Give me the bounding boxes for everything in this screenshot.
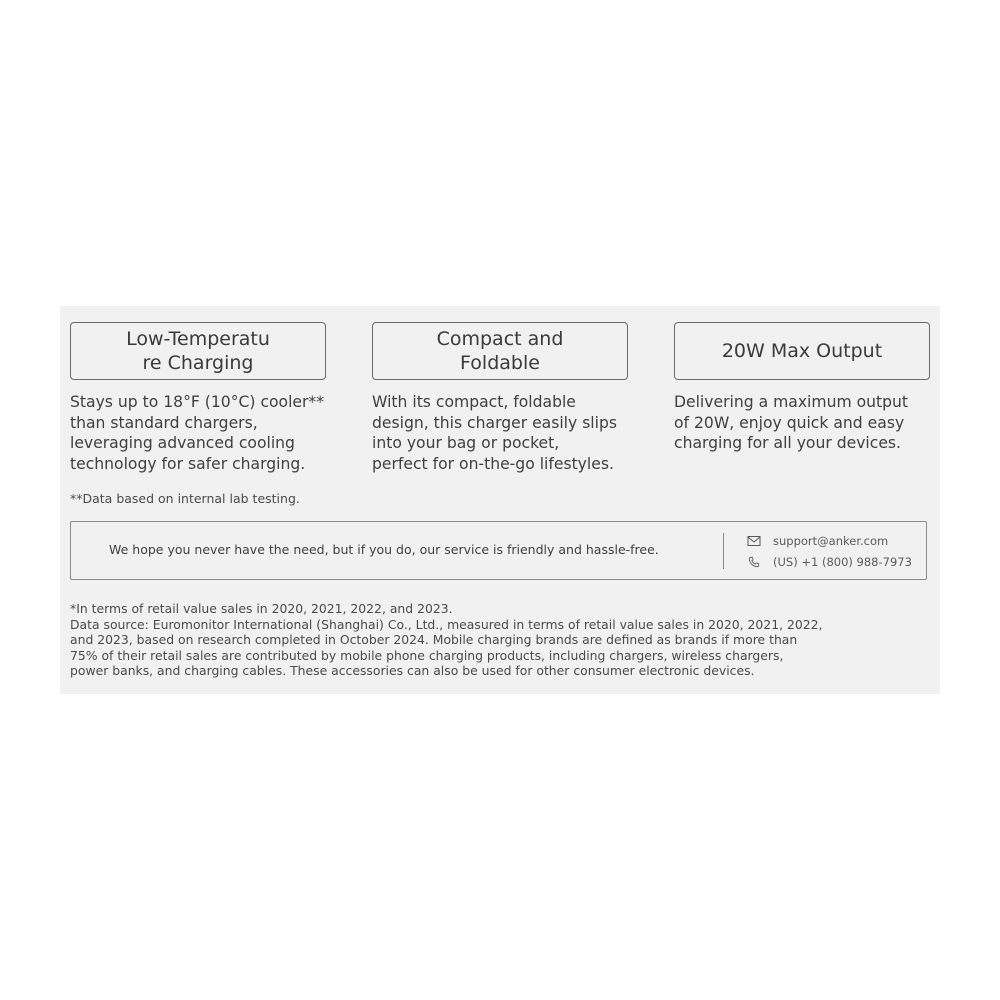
feature-compact-foldable (372, 322, 634, 474)
feature-description-line: Stays up to 18°F (10°C) cooler** (70, 393, 325, 411)
packaging-info-panel (60, 306, 940, 694)
market-data-fine-print (70, 601, 822, 679)
feature-title-line: re Charging (142, 352, 254, 374)
feature-description-line: Delivering a maximum output (674, 393, 909, 411)
feature-title-line: Compact and (436, 328, 564, 350)
feature-title-line: Foldable (460, 352, 540, 374)
feature-title-line: Low-Temperatu (126, 328, 270, 350)
fine-print-line: Data source: Euromonitor International (Shanghai) Co., Ltd., measured in terms of retail value sales in 2020, 2021, 2022, (70, 616, 823, 632)
envelope-icon (747, 535, 761, 547)
feature-low-temperature (70, 322, 332, 474)
vertical-divider (723, 533, 724, 569)
support-phone[interactable]: (US) +1 (800) 988-7973 (773, 555, 912, 569)
feature-description-line: than standard chargers, (70, 413, 258, 432)
feature-description-line: With its compact, foldable (372, 393, 576, 411)
contact-email (747, 534, 888, 548)
feature-title-box (674, 322, 930, 380)
feature-description-line: perfect for on-the-go lifestyles. (372, 454, 614, 473)
feature-description (372, 392, 634, 474)
feature-title-box (372, 322, 628, 380)
fine-print-line: 75% of their retail sales are contributed by mobile phone charging products, including chargers, wireless chargers, (70, 647, 784, 663)
fine-print-line: power banks, and charging cables. These accessories can also be used for other consumer electronic devices. (70, 663, 755, 678)
contact-phone (747, 555, 912, 569)
feature-title-box (70, 322, 326, 380)
feature-description-line: design, this charger easily slips (372, 413, 617, 432)
phone-icon (747, 556, 761, 568)
customer-service-box (70, 521, 927, 580)
lab-testing-footnote: **Data based on internal lab testing. (70, 491, 300, 506)
feature-description (70, 392, 332, 474)
feature-title-line: 20W Max Output (721, 340, 883, 362)
feature-max-output (674, 322, 936, 454)
feature-description-line: of 20W, enjoy quick and easy (674, 413, 905, 432)
feature-description-line: charging for all your devices. (674, 434, 902, 452)
fine-print-line: *In terms of retail value sales in 2020, 2021, 2022, and 2023. (70, 601, 453, 616)
support-email[interactable]: support@anker.com (773, 534, 889, 548)
feature-description-line: into your bag or pocket, (372, 434, 560, 452)
fine-print-line: and 2023, based on research completed in October 2024. Mobile charging brands are defined as brands if more than (70, 632, 798, 647)
feature-description (674, 392, 936, 454)
feature-description-line: leveraging advanced cooling (70, 434, 295, 452)
feature-description-line: technology for safer charging. (70, 454, 306, 473)
service-message: We hope you never have the need, but if you do, our service is friendly and hassle-free. (109, 542, 659, 557)
